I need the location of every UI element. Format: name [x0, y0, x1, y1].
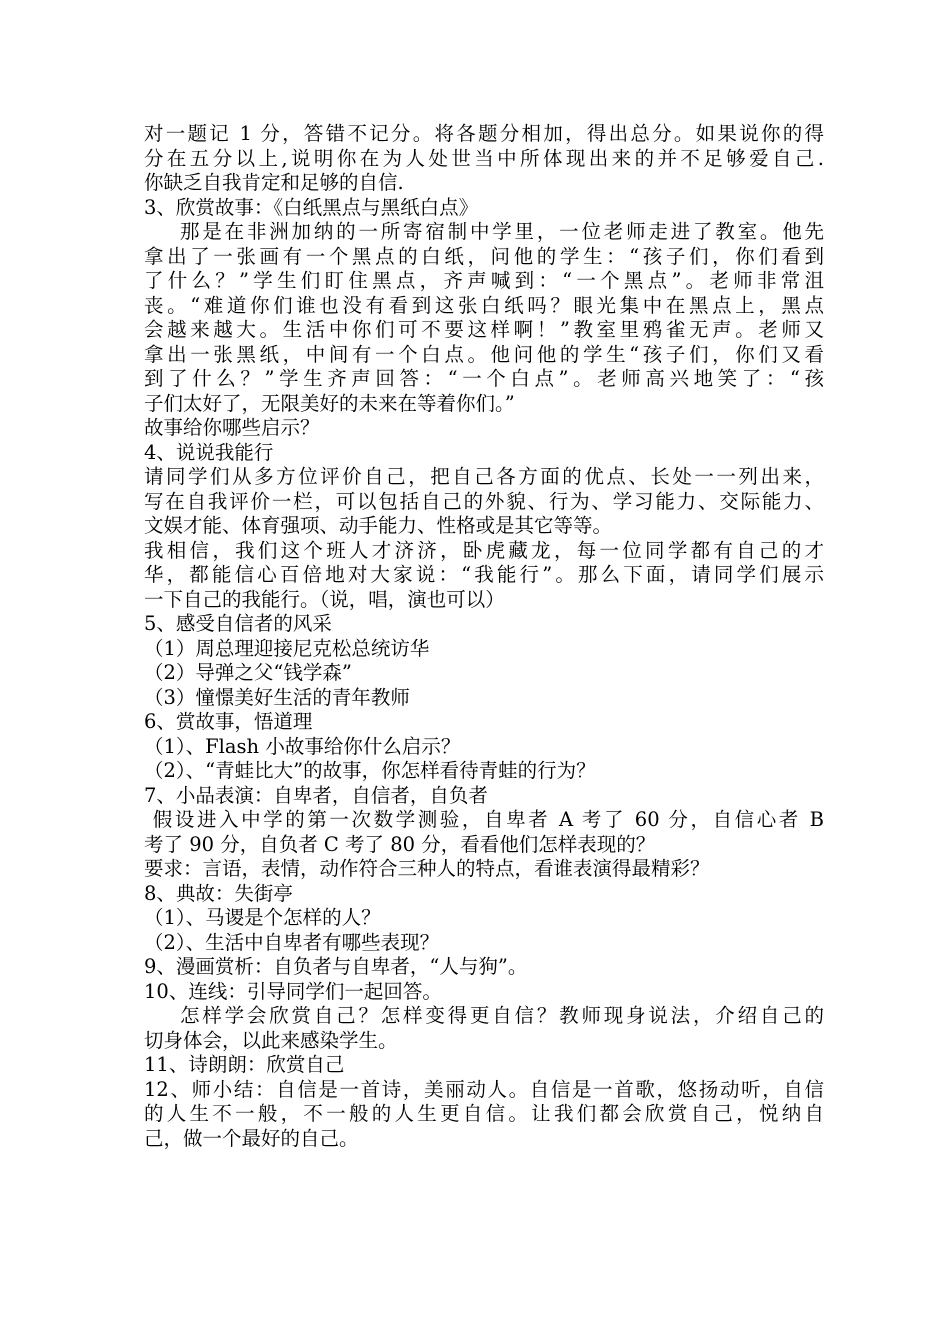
text-line: 4、说说我能行 — [144, 440, 274, 464]
text-line: 到了什么？”学生齐声回答：“一个白点”。老师高兴地笑了：“孩 — [144, 367, 824, 390]
text-line: 假设进入中学的第一次数学测验，自卑者 A 考了 60 分，自信心者 B — [144, 808, 824, 831]
text-line: （1）周总理迎接尼克松总统访华 — [144, 636, 430, 660]
text-line: 11、诗朗朗：欣赏自己 — [144, 1053, 345, 1076]
text-line: 请同学们从多方位评价自己，把自己各方面的优点、长处一一列出来， — [144, 465, 824, 488]
text-line: （2）、生活中自卑者有哪些表现？ — [144, 930, 440, 954]
text-line: 丧。“难道你们谁也没有看到这张白纸吗？眼光集中在黑点上，黑点 — [144, 293, 824, 317]
text-line: （3）憧憬美好生活的青年教师 — [144, 685, 410, 709]
text-line: 分在五分以上,说明你在为人处世当中所体现出来的并不足够爱自己. — [144, 146, 824, 170]
text-line: 9、漫画赏析：自负者与自卑者，“人与狗”。 — [144, 955, 528, 978]
text-line: 对一题记 1 分，答错不记分。将各题分相加，得出总分。如果说你的得 — [144, 122, 824, 145]
text-line: 子们太好了，无限美好的未来在等着你们。” — [144, 391, 515, 415]
text-line: 6、赏故事，悟道理 — [144, 710, 313, 733]
text-line: 文娱才能、体育强项、动手能力、性格或是其它等等。 — [144, 514, 613, 537]
text-line: 写在自我评价一栏，可以包括自己的外貌、行为、学习能力、交际能力、 — [144, 489, 824, 513]
text-line: （1）、Flash 小故事给你什么启示？ — [144, 734, 461, 758]
text-line: 切身体会，以此来感染学生。 — [144, 1028, 398, 1052]
text-line: （2）、“青蛙比大”的故事，你怎样看待青蛙的行为？ — [144, 759, 596, 782]
text-line: 故事给你哪些启示？ — [144, 416, 320, 439]
text-line: 会越来越大。生活中你们可不要这样啊！”教室里鸦雀无声。老师又 — [144, 318, 824, 341]
text-line: 怎样学会欣赏自己？怎样变得更自信？教师现身说法，介绍自己的 — [144, 1004, 824, 1027]
text-line: 3、欣赏故事：《白纸黑点与黑纸白点》 — [144, 195, 479, 219]
text-line: 华，都能信心百倍地对大家说：“我能行”。那么下面，请同学们展示 — [144, 563, 824, 586]
document-page — [144, 122, 824, 1151]
text-line: 要求：言语，表情，动作符合三种人的特点，看谁表演得最精彩？ — [144, 857, 710, 880]
text-line: 你缺乏自我肯定和足够的自信. — [144, 171, 404, 194]
text-line: 拿出了一张画有一个黑点的白纸，问他的学生：“孩子们，你们看到 — [144, 244, 824, 268]
text-line: 考了 90 分，自负者 C 考了 80 分，看看他们怎样表现的？ — [144, 832, 656, 856]
text-line: （1）、马谡是个怎样的人？ — [144, 906, 381, 929]
text-line: 7、小品表演：自卑者，自信者，自负者 — [144, 783, 488, 807]
text-line: （2）导弹之父“钱学森” — [144, 661, 352, 684]
text-line: 了什么？”学生们盯住黑点，齐声喊到：“一个黑点”。老师非常沮 — [144, 269, 824, 292]
text-line: 一下自己的我能行。（说，唱，演也可以） — [144, 587, 505, 611]
text-line: 5、感受自信者的风采 — [144, 612, 332, 635]
text-line: 10、连线：引导同学们一起回答。 — [144, 979, 442, 1003]
text-line: 拿出一张黑纸，中间有一个白点。他问他的学生“孩子们，你们又看 — [144, 342, 824, 366]
text-line: 12、师小结：自信是一首诗，美丽动人。自信是一首歌，悠扬动听，自信 — [144, 1077, 824, 1101]
text-line: 己，做一个最好的自己。 — [144, 1126, 359, 1150]
text-line: 的人生不一般，不一般的人生更自信。让我们都会欣赏自己，悦纳自 — [144, 1102, 824, 1125]
text-line: 我相信，我们这个班人才济济，卧虎藏龙，每一位同学都有自己的才 — [144, 538, 824, 562]
text-line: 8、典故：失街亭 — [144, 881, 293, 905]
text-line: 那是在非洲加纳的一所寄宿制中学里，一位老师走进了教室。他先 — [144, 220, 824, 243]
